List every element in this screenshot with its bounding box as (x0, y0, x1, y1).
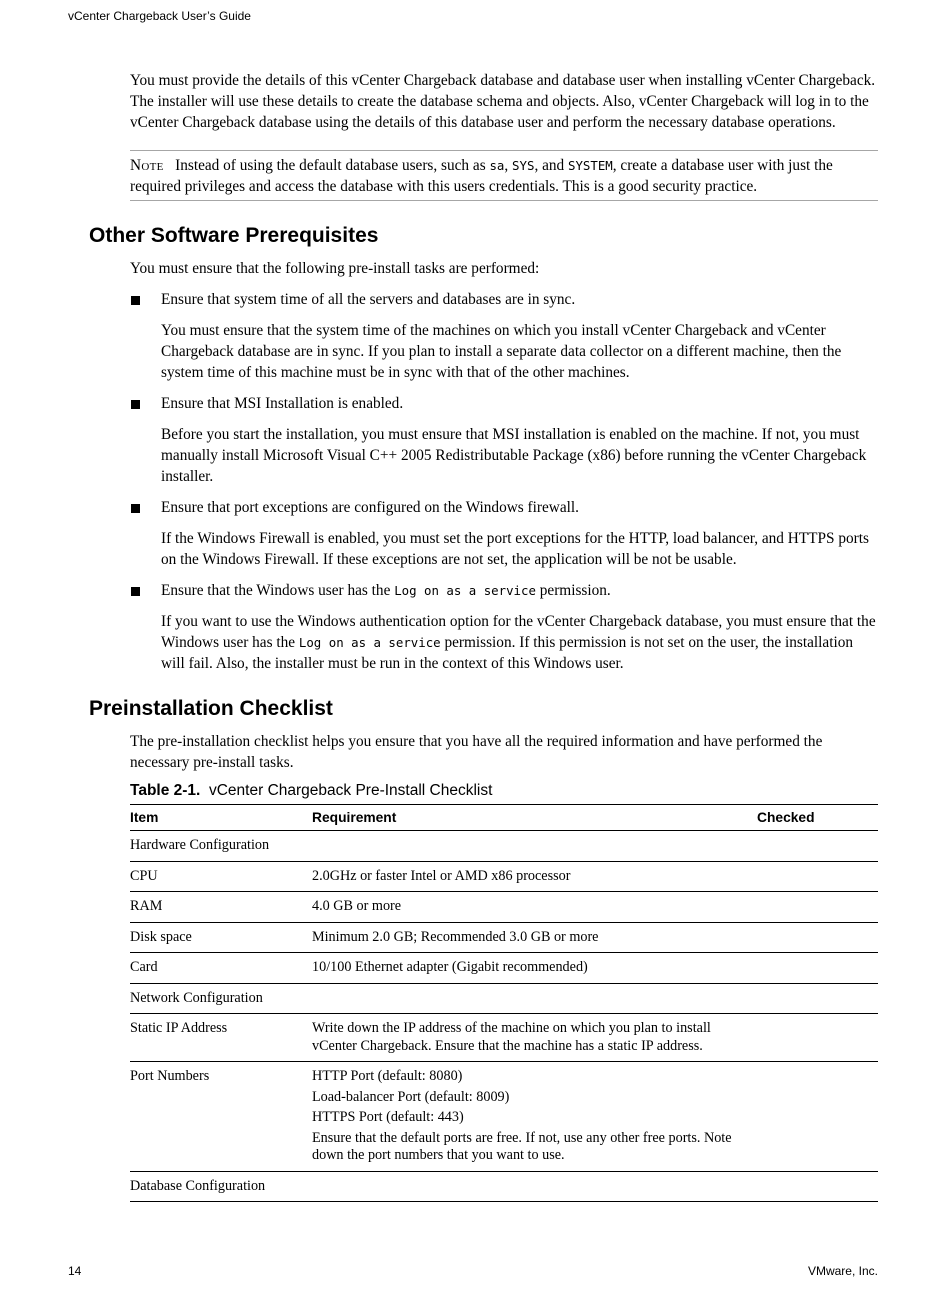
bullet-square-icon (131, 296, 140, 305)
note-sep1: , (504, 157, 513, 174)
cell-item: Card (130, 953, 312, 984)
running-header: vCenter Chargeback User’s Guide (68, 9, 251, 23)
table-row (130, 1014, 878, 1062)
note-text-after: , create a database user with just the required privileges and access the database with this users credentials. This is a good security practice. (130, 157, 833, 195)
requirement-line: HTTPS Port (default: 443) (312, 1109, 464, 1125)
cell-item: Port Numbers (130, 1062, 312, 1172)
table-row (130, 892, 878, 923)
bullet-title-code: Log on as a service (394, 583, 536, 598)
requirement-line: 10/100 Ethernet adapter (Gigabit recommended) (312, 959, 588, 975)
requirement-line: Write down the IP address of the machine on which you plan to install vCenter Chargeback. Ensure that the machine has a static IP address. (312, 1020, 711, 1054)
cell-item: Database Configuration (130, 1171, 312, 1202)
table-caption (130, 782, 878, 800)
table-row (130, 1171, 878, 1202)
bullet-detail-after: permission. If this permission is not set on the user, the installation will fail. Also, the installer must be run in the context of this Windows user. (161, 634, 853, 672)
cell-item: Network Configuration (130, 983, 312, 1014)
table-caption-number: Table 2-1. (130, 782, 201, 799)
list-item (130, 497, 878, 570)
cell-checked (757, 922, 878, 953)
table-row (130, 922, 878, 953)
bullet-title-before: Ensure that the Windows user has the (161, 582, 395, 599)
table-body (130, 831, 878, 1202)
bullet-detail: You must ensure that the system time of the machines on which you install vCenter Chargeback and vCenter Chargeback database are in sync. If you plan to install a separate data collector on a different machine, then the system time of this machine must be in sync with that of the other machines. (161, 322, 842, 381)
table-row (130, 983, 878, 1014)
table-row (130, 861, 878, 892)
checklist-table (130, 804, 878, 1202)
note-sep2: , and (534, 157, 568, 174)
cell-requirement (312, 953, 757, 984)
note-text-before: Instead of using the default database users, such as (175, 157, 490, 174)
header-requirement: Requirement (312, 805, 757, 831)
prerequisites-list (130, 289, 878, 674)
bullet-title: Ensure that system time of all the servers and databases are in sync. (161, 291, 576, 308)
cell-requirement (312, 1062, 757, 1172)
requirement-line: Load-balancer Port (default: 8009) (312, 1088, 510, 1105)
bullet-title-after: permission. (535, 582, 611, 599)
list-item (130, 289, 878, 383)
bullet-detail-before: If you want to use the Windows authentication option for the vCenter Chargeback database, you must ensure that the Windows user has the (161, 613, 876, 651)
footer-company: VMware, Inc. (807, 1264, 878, 1278)
bullet-detail-code: Log on as a service (298, 635, 441, 650)
requirement-line: Minimum 2.0 GB; Recommended 3.0 GB or more (312, 928, 599, 945)
cell-checked (757, 953, 878, 984)
bullet-detail (161, 611, 878, 674)
requirement-line: 2.0GHz or faster Intel or AMD x86 processor (312, 867, 571, 884)
cell-requirement (312, 1014, 757, 1062)
cell-checked (757, 1171, 878, 1202)
section-title-prerequisites: Other Software Prerequisites (89, 224, 379, 247)
header-item: Item (130, 805, 312, 831)
cell-item: CPU (130, 861, 312, 892)
bullet-title: Ensure that port exceptions are configured on the Windows firewall. (161, 499, 579, 516)
table-row (130, 831, 878, 862)
requirement-line: Ensure that the default ports are free. If not, use any other free ports. Note down the port numbers that you want to use. (312, 1129, 732, 1163)
bullet-square-icon (131, 504, 140, 513)
cell-item: RAM (130, 892, 312, 923)
table-row (130, 953, 878, 984)
cell-checked (757, 1014, 878, 1062)
table-row (130, 1062, 878, 1172)
cell-checked (757, 831, 878, 862)
cell-requirement (312, 1171, 757, 1202)
bullet-square-icon (131, 587, 140, 596)
cell-checked (757, 983, 878, 1014)
cell-item: Hardware Configuration (130, 831, 312, 862)
bullet-title (161, 580, 878, 601)
table-header-row (130, 805, 878, 831)
note-code-sa: sa (489, 158, 505, 173)
intro-paragraph: You must provide the details of this vCenter Chargeback database and database user when installing vCenter Chargeback. The installer will use these details to create the database schema and objects. Also, vCenter Chargeback will log in to the vCenter Chargeback database using the details of this database user and perform the necessary database operations. (130, 72, 876, 131)
cell-checked (757, 892, 878, 923)
cell-requirement (312, 922, 757, 953)
list-item (130, 393, 878, 487)
cell-item: Disk space (130, 922, 312, 953)
checklist-intro: The pre-installation checklist helps you ensure that you have all the required information and have performed the necessary pre-install tasks. (130, 733, 823, 771)
bullet-detail: Before you start the installation, you must ensure that MSI installation is enabled on the machine. If not, you must manually install Microsoft Visual C++ 2005 Redistributable Package (x86) before running the vCenter Chargeback installer. (161, 426, 867, 485)
section-title-checklist: Preinstallation Checklist (89, 697, 333, 720)
note-code-system: SYSTEM (568, 158, 613, 173)
note-label: Note (130, 157, 164, 174)
note-box (130, 150, 878, 201)
cell-requirement (312, 892, 757, 923)
table-caption-title: vCenter Chargeback Pre-Install Checklist (208, 782, 493, 799)
list-item (130, 580, 878, 674)
bullet-title: Ensure that MSI Installation is enabled. (161, 395, 404, 412)
cell-requirement (312, 831, 757, 862)
bullet-square-icon (131, 400, 140, 409)
requirement-line: 4.0 GB or more (312, 898, 402, 914)
note-code-sys: SYS (512, 158, 535, 173)
bullet-detail: If the Windows Firewall is enabled, you must set the port exceptions for the HTTP, load balancer, and HTTPS ports on the Windows Firewall. If these exceptions are not set, the application will be not be usable. (161, 530, 869, 568)
cell-checked (757, 861, 878, 892)
cell-checked (757, 1062, 878, 1172)
page-body (89, 70, 878, 1202)
cell-item: Static IP Address (130, 1014, 312, 1062)
cell-requirement (312, 983, 757, 1014)
page-number: 14 (68, 1264, 82, 1278)
header-checked: Checked (757, 805, 878, 831)
prerequisites-intro: You must ensure that the following pre-install tasks are performed: (130, 260, 540, 277)
requirement-line: HTTP Port (default: 8080) (312, 1068, 463, 1084)
cell-requirement (312, 861, 757, 892)
